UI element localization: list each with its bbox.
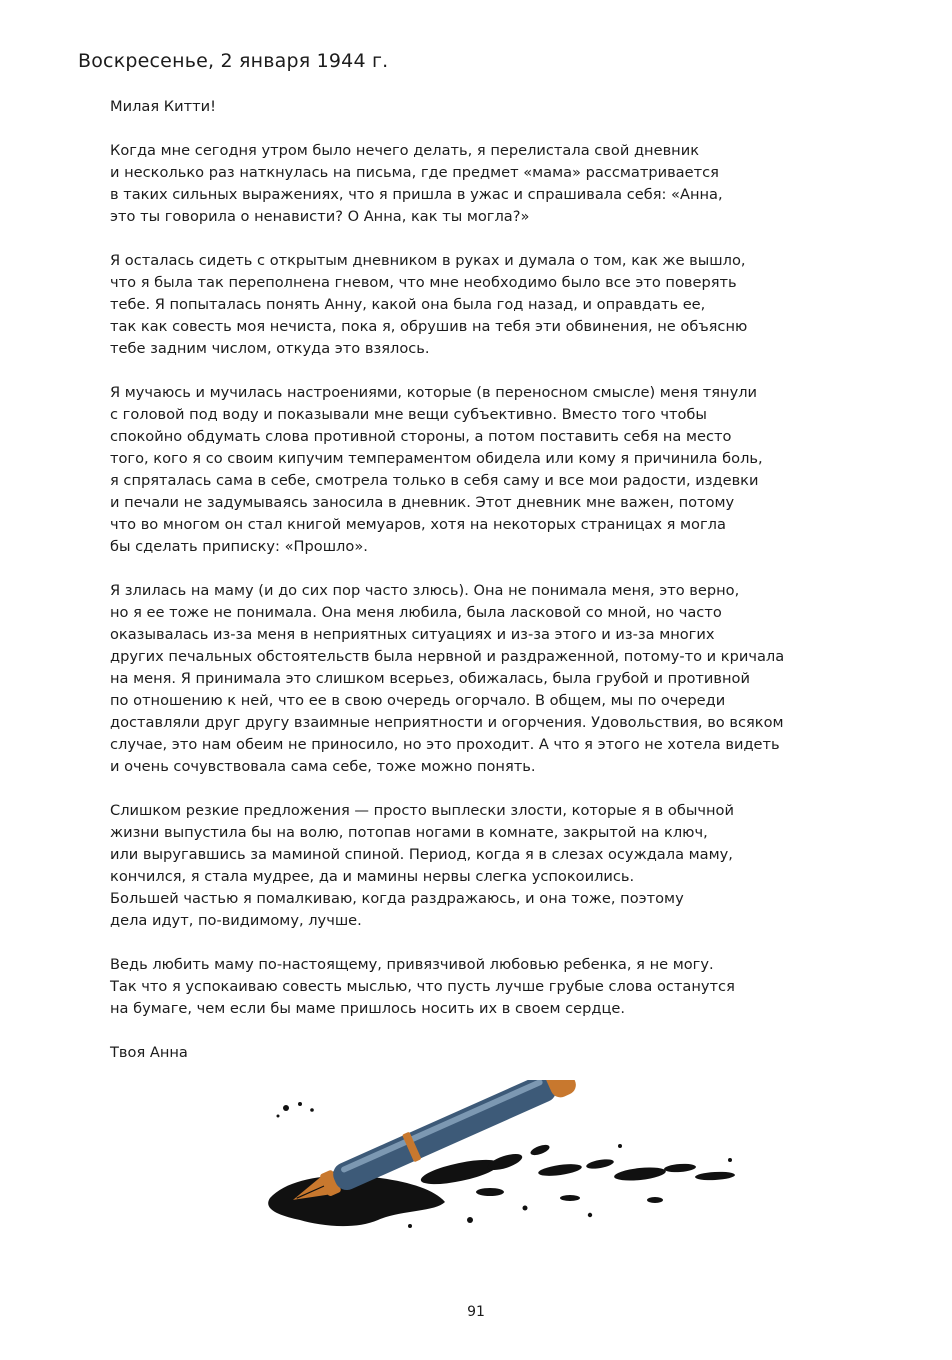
letter-body [110, 96, 810, 1064]
text-line: что я была так переполнена гневом, что мне необходимо было все это поверять [110, 274, 737, 291]
text-line: Я осталась сидеть с открытым дневником в руках и думала о том, как же вышло, [110, 252, 746, 269]
text-line: и очень сочувствовала сама себе, тоже можно понять. [110, 758, 536, 775]
page-number: 91 [467, 1304, 485, 1320]
text-line: Ведь любить маму по-настоящему, привязчивой любовью ребенка, я не могу. [110, 956, 714, 973]
text-line: на меня. Я принимала это слишком всерьез, обижалась, была грубой и противной [110, 670, 750, 687]
text-line: спокойно обдумать слова противной стороны, а потом поставить себя на место [110, 428, 732, 445]
text-line: тебе задним числом, откуда это взялось. [110, 340, 430, 357]
paragraph [110, 580, 810, 778]
paragraph [110, 140, 810, 228]
text-line: это ты говорила о ненависти? О Анна, как ты могла?» [110, 208, 530, 225]
text-line: Слишком резкие предложения — просто выплески злости, которые я в обычной [110, 802, 734, 819]
entry-date-heading: Воскресенье, 2 января 1944 г. [78, 50, 389, 72]
text-line: оказывалась из-за меня в неприятных ситуациях и из-за этого и из-за многих [110, 626, 715, 643]
text-line: дела идут, по-видимому, лучше. [110, 912, 362, 929]
text-line: что во многом он стал книгой мемуаров, хотя на некоторых страницах я могла [110, 516, 726, 533]
paragraph [110, 250, 810, 360]
text-line: так как совесть моя нечиста, пока я, обрушив на тебя эти обвинения, не объясню [110, 318, 748, 335]
letter-salutation: Милая Китти! [110, 98, 216, 115]
text-line: того, кого я со своим кипучим темпераментом обидела или кому я причинила боль, [110, 450, 763, 467]
text-line: или выругавшись за маминой спиной. Период, когда я в слезах осуждала маму, [110, 846, 733, 863]
text-line: на бумаге, чем если бы маме пришлось носить их в своем сердце. [110, 1000, 626, 1017]
text-line: и печали не задумываясь заносила в дневник. Этот дневник мне важен, потому [110, 494, 735, 511]
text-line: Я злилась на маму (и до сих пор часто злюсь). Она не понимала меня, это верно, [110, 582, 740, 599]
text-line: и несколько раз наткнулась на письма, где предмет «мама» рассматривается [110, 164, 719, 181]
paragraph [110, 954, 810, 1020]
text-line: кончился, я стала мудрее, да и мамины нервы слегка успокоились. [110, 868, 635, 885]
text-line: бы сделать приписку: «Прошло». [110, 538, 368, 555]
fountain-pen-icon [260, 1080, 750, 1230]
text-line: с головой под воду и показывали мне вещи субъективно. Вместо того чтобы [110, 406, 707, 423]
text-line: но я ее тоже не понимала. Она меня любила, была ласковой со мной, но часто [110, 604, 722, 621]
paragraph [110, 800, 810, 932]
text-line: Когда мне сегодня утром было нечего делать, я перелистала свой дневник [110, 142, 700, 159]
text-line: в таких сильных выражениях, что я пришла в ужас и спрашивала себя: «Анна, [110, 186, 723, 203]
text-line: доставляли друг другу взаимные неприятности и огорчения. Удовольствия, во всяком [110, 714, 784, 731]
text-line: по отношению к ней, что ее в свою очередь огорчало. В общем, мы по очереди [110, 692, 726, 709]
text-line: тебе. Я попыталась понять Анну, какой она была год назад, и оправдать ее, [110, 296, 706, 313]
text-line: жизни выпустила бы на волю, потопав ногами в комнате, закрытой на ключ, [110, 824, 708, 841]
text-line: Так что я успокаиваю совесть мыслью, что пусть лучше грубые слова останутся [110, 978, 735, 995]
text-line: я спряталась сама в себе, смотрела только в себя саму и все мои радости, издевки [110, 472, 759, 489]
text-line: Я мучаюсь и мучилась настроениями, которые (в переносном смысле) меня тянули [110, 384, 758, 401]
text-line: Большей частью я помалкиваю, когда раздражаюсь, и она тоже, поэтому [110, 890, 684, 907]
text-line: случае, это нам обеим не приносило, но это проходит. А что я этого не хотела видеть [110, 736, 780, 753]
paragraph [110, 382, 810, 558]
letter-signature: Твоя Анна [110, 1044, 188, 1061]
text-line: других печальных обстоятельств была нервной и раздраженной, потому-то и кричала [110, 648, 785, 665]
